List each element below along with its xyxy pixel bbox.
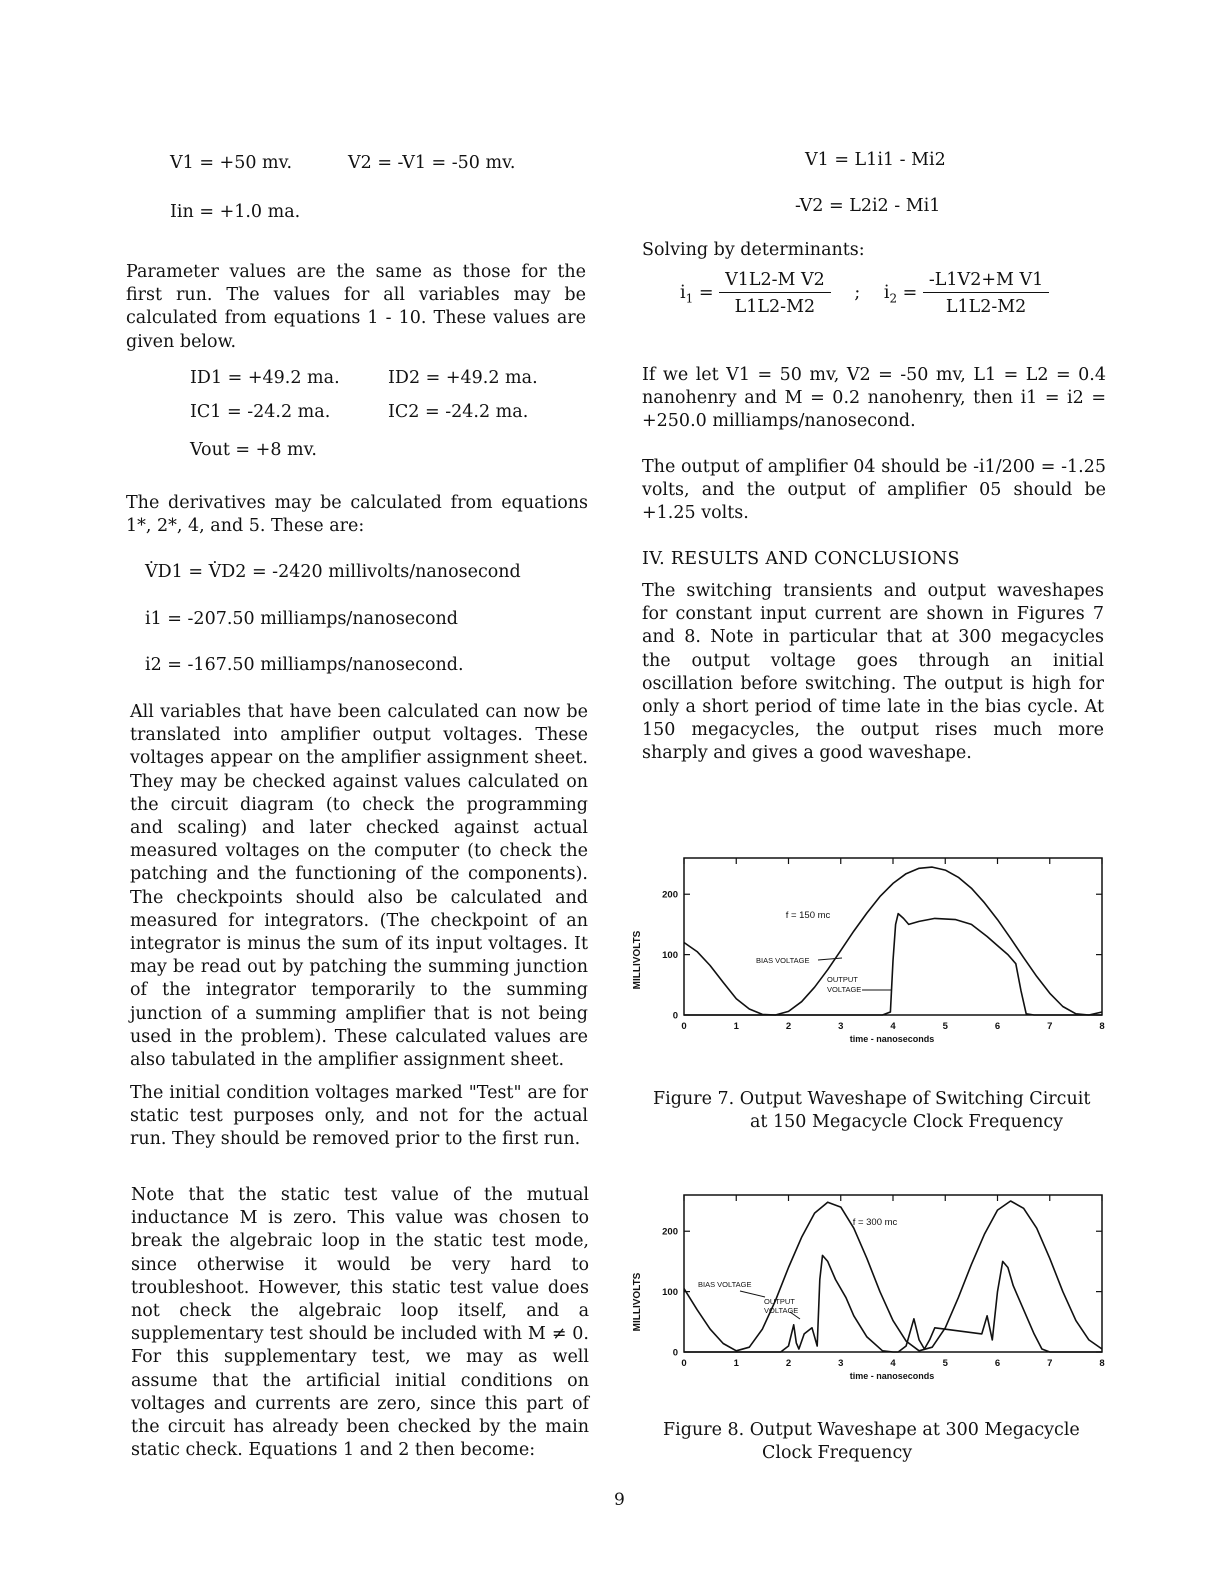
figure-8-chart [630,1187,1120,1387]
fraction-i1-denominator: L1L2-M2 [734,297,816,317]
figure-8-ytick-label-0: 0 [672,1347,678,1359]
figure-8-frequency-label: f = 300 mc [852,1217,898,1228]
figure-8-bias-arrow [740,1291,765,1297]
figure-8-output-label: OUTPUT [764,1297,795,1306]
figure-7-ytick-label-0: 0 [672,1010,678,1022]
figure-7-bias-label: BIAS VOLTAGE [756,956,810,965]
figure-7-xtick-label-1: 1 [733,1021,739,1032]
i1-dot-symbol: $i̇_1$ = [680,283,714,306]
figure-8-xtick-label-6: 6 [994,1358,1001,1369]
figure-7-xtick-label-4: 4 [890,1021,896,1032]
figure-8-xlabel: time - nanoseconds [849,1371,935,1381]
fraction-i1 [719,270,831,317]
equation-i1-derivative: i̇1 = -207.50 milliamps/nanosecond [145,609,458,629]
section-heading-results: IV. RESULTS AND CONCLUSIONS [642,549,960,569]
figure-7-xtick-label-5: 5 [942,1021,948,1032]
figure-8-series-output-voltage [684,1255,1102,1352]
figure-7-frame [684,858,1102,1015]
equation-v1-inductance: V1 = L1i̇1 - Mi̇2 [805,150,946,170]
figure-8-xtick-label-2: 2 [785,1358,792,1369]
equation-v2: V2 = -V1 = -50 mv. [348,153,516,173]
figure-8-xtick-label-1: 1 [733,1358,739,1369]
paragraph-all-variables: All variables that have been calculated can now be translated into amplifier output voltages. These voltages appear on the amplifier assignment sheet. They may be checked against values calculated on the circuit diagram (to check the programming and scaling) and later checked against actual measured voltages on the computer (to check the patching and the functioning of the components). The checkpoints should also be calculated and measured for integrators. (The checkpoint of an integrator is minus the sum of its input voltages. It may be read out by patching the summing junction of the integrator temporarily to the summing junction of a summing amplifier that is not being used in the problem). These calculated values are also tabulated in the amplifier assignment sheet. [130,702,588,1071]
figure-7-output-label: OUTPUT [827,975,858,984]
figure-8-xtick-label-8: 8 [1099,1358,1105,1369]
figure-8-ylabel: MILLIVOLTS [632,1272,643,1332]
paragraph-derivatives: The derivatives may be calculated from equations 1*, 2*, 4, and 5. These are: [126,493,588,537]
figure-7-xtick-label-2: 2 [785,1021,792,1032]
figure-7-xtick-label-6: 6 [994,1021,1001,1032]
figure-8-xtick-label-5: 5 [942,1358,948,1369]
fraction-i2-denominator: L1L2-M2 [945,297,1027,317]
determinant-formulas [680,270,1049,317]
equation-id2: ID2 = +49.2 ma. [388,368,538,388]
figure-8-caption-line2: Clock Frequency [762,1443,913,1463]
fraction-i1-numerator: V1L2-M V2 [719,270,831,293]
equation-vout: Vout = +8 mv. [190,440,317,460]
figure-7-frequency-label: f = 150 mc [785,910,831,921]
i2-dot-symbol: $i̇_2$ = [883,283,918,306]
figure-8-ytick-label-100: 100 [662,1287,678,1299]
figure-8-output-label-2: VOLTAGE [764,1306,799,1315]
paragraph-amplifier-output: The output of amplifier 04 should be -i̇1/200 = -1.25 volts, and the output of amplifier 05 should be +1.25 volts. [642,457,1106,524]
figure-7-caption-line1: Figure 7. Output Waveshape of Switching Circuit [653,1089,1091,1109]
figure-8-ytick-label-200: 200 [662,1226,678,1238]
figure-7-ytick-label-100: 100 [662,950,678,962]
figure-7-chart [630,850,1120,1050]
equation-vd-derivative: V̇D1 = V̇D2 = -2420 millivolts/nanosecond [145,562,521,582]
page-number: 9 [614,1490,625,1510]
figure-8-xtick-label-4: 4 [890,1358,896,1369]
figure-7-series-output-voltage [684,914,1102,1015]
figure-7-bias-arrow [818,958,842,960]
fraction-i2 [923,270,1049,317]
equation-iin: Iin = +1.0 ma. [170,202,301,222]
paragraph-parameters: Parameter values are the same as those for the first run. The values for all variables may be calculated from equations 1 - 10. These values are given below. [126,262,586,352]
figure-7-series-bias-voltage [684,867,1102,1015]
figure-7-output-label-2: VOLTAGE [827,985,862,994]
fraction-i2-numerator: -L1V2+M V1 [923,270,1049,293]
paragraph-let-values: If we let V1 = 50 mv, V2 = -50 mv, L1 = L2 = 0.4 nanohenry and M = 0.2 nanohenry, then i̇1 = i̇2 = +250.0 milliamps/nanosecond. [642,365,1106,432]
figure-7-ylabel: MILLIVOLTS [632,930,643,990]
paragraph-static-test-note: Note that the static test value of the mutual inductance M is zero. This value was chosen to break the algebraic loop in the static test mode, since otherwise it would be very hard to troubleshoot. However, this static test value does not check the algebraic loop itself, and a supplementary test should be included with M ≠ 0. For this supplementary test, we may as well assume that the artificial initial conditions on voltages and currents are zero, since this part of the circuit has already been checked by the main static check. Equations 1 and 2 then become: [131,1185,589,1461]
equation-v1: V1 = +50 mv. [170,153,293,173]
figure-8-xtick-label-3: 3 [838,1358,844,1369]
figure-8-bias-label: BIAS VOLTAGE [698,1280,752,1289]
semicolon: ; [854,283,861,303]
figure-8-xtick-label-0: 0 [681,1358,687,1369]
figure-8-caption-line1: Figure 8. Output Waveshape at 300 Megacycle [663,1420,1080,1440]
figure-7-xtick-label-0: 0 [681,1021,687,1032]
equation-id1: ID1 = +49.2 ma. [190,368,340,388]
solving-text: Solving by determinants: [642,240,865,260]
figure-7-xtick-label-8: 8 [1099,1021,1105,1032]
equation-ic1: IC1 = -24.2 ma. [190,402,331,422]
paragraph-results: The switching transients and output waveshapes for constant input current are shown in Figures 7 and 8. Note in particular that at 300 megacycles the output voltage goes through an initial oscillation before switching. The output is high for only a short period of time late in the bias cycle. At 150 megacycles, the output rises much more sharply and gives a good waveshape. [642,581,1104,764]
figure-7-xtick-label-7: 7 [1047,1021,1053,1032]
equation-v2-inductance: -V2 = L2i̇2 - Mi̇1 [795,196,941,216]
figure-7-caption-line2: at 150 Megacycle Clock Frequency [750,1112,1064,1132]
figure-7-xtick-label-3: 3 [838,1021,844,1032]
equation-i2-derivative: i̇2 = -167.50 milliamps/nanosecond. [145,655,464,675]
figure-8-xtick-label-7: 7 [1047,1358,1053,1369]
figure-7-ytick-label-200: 200 [662,889,678,901]
equation-ic2: IC2 = -24.2 ma. [388,402,529,422]
paragraph-initial-conditions: The initial condition voltages marked "Test" are for static test purposes only, and not for the actual run. They should be removed prior to the first run. [130,1083,588,1150]
figure-7-xlabel: time - nanoseconds [849,1034,935,1044]
